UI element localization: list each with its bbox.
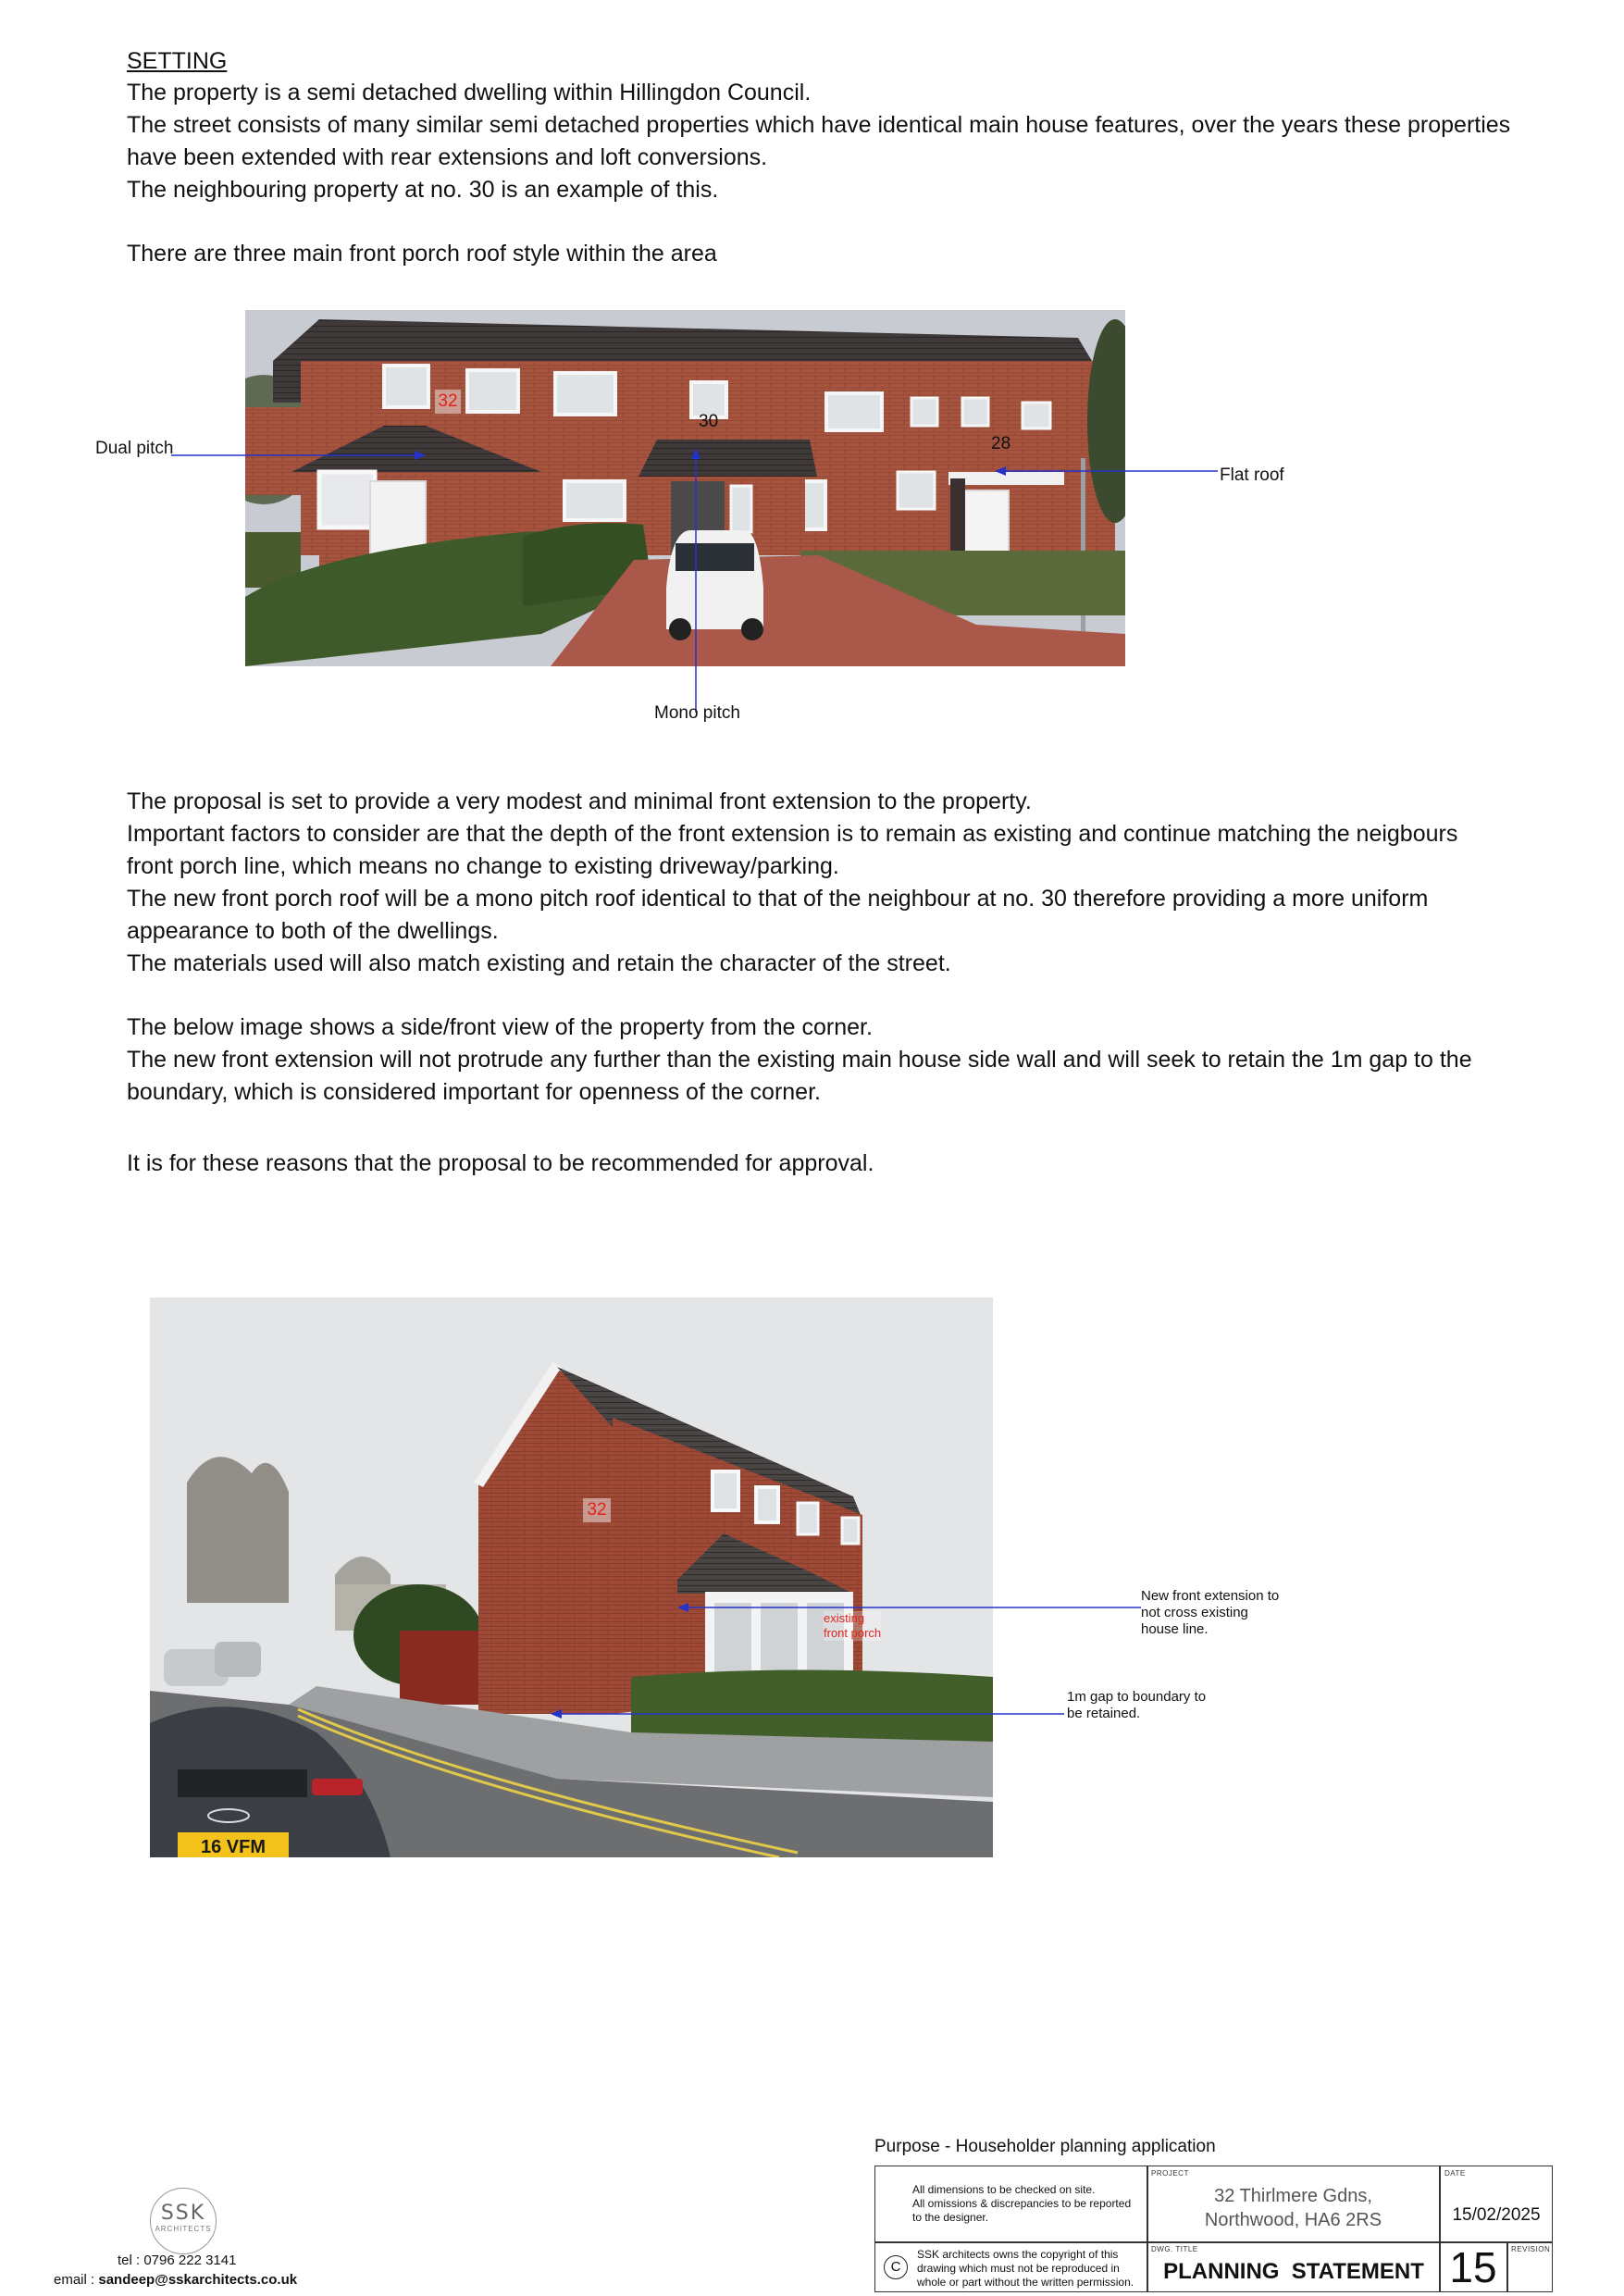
logo-text: SSK (160, 2202, 206, 2225)
proposal-line: The materials used will also match existing and retain the character of the street. (127, 950, 951, 976)
proposal-line: Important factors to consider are that the depth of the front extension is to remain as existing and continue matching the neigbours (127, 821, 1458, 847)
revision-label: REVISION (1511, 2245, 1551, 2253)
annotation-line: be retained. (1067, 1706, 1141, 1721)
setting-line: The street consists of many similar semi detached properties which have identical main house features, over the years these properties (127, 112, 1511, 138)
project-address-line: 32 Thirlmere Gdns, (1214, 2186, 1372, 2206)
divider (1147, 2166, 1148, 2292)
proposal-line: front porch line, which means no change to existing driveway/parking. (127, 853, 839, 879)
ssk-logo (150, 2188, 217, 2254)
note-line: to the designer. (912, 2211, 989, 2224)
copyright-icon: C (884, 2255, 908, 2279)
label-flat-roof: Flat roof (1220, 465, 1284, 485)
corner-line: The new front extension will not protrude any further than the existing main house side wall and will seek to retain the 1m gap to the (127, 1047, 1472, 1073)
house-number-32: 32 (583, 1498, 611, 1522)
house-number-30: 30 (699, 412, 719, 431)
existing-porch-label-line: existing (824, 1611, 865, 1625)
existing-porch-label-line: front porch (824, 1626, 882, 1640)
photo2-annotation-arrows (0, 1481, 1624, 1758)
porch-intro: There are three main front porch roof style within the area (127, 241, 717, 267)
note-line: All omissions & discrepancies to be reported (912, 2197, 1132, 2210)
proposal-line: The new front porch roof will be a mono pitch roof identical to that of the neighbour at no. 30 therefore providing a more uniform (127, 886, 1429, 912)
corner-line: boundary, which is considered important for openness of the corner. (127, 1079, 821, 1105)
drawing-title: PLANNING STATEMENT (1163, 2259, 1424, 2284)
setting-line: have been extended with rear extensions and loft conversions. (127, 144, 768, 170)
copyright-notice (917, 2248, 1134, 2290)
proposal-line: The proposal is set to provide a very modest and minimal front extension to the property. (127, 788, 1032, 814)
project-address (1152, 2184, 1434, 2232)
car-plate: 16 VFM (200, 1837, 267, 1857)
house-number-32: 32 (435, 390, 461, 414)
setting-line: The property is a semi detached dwelling within Hillingdon Council. (127, 80, 812, 105)
email-link[interactable]: sandeep@sskarchitects.co.uk (98, 2272, 298, 2288)
copyright-line: drawing which must not be reproduced in (917, 2262, 1120, 2275)
divider (1506, 2241, 1508, 2292)
project-address-line: Northwood, HA6 2RS (1204, 2210, 1382, 2230)
copyright-line: whole or part without the written permission. (917, 2276, 1134, 2289)
conclusion: It is for these reasons that the proposal to be recommended for approval. (127, 1150, 874, 1176)
purpose: Purpose - Householder planning application (874, 2137, 1216, 2156)
copyright-line: SSK architects owns the copyright of this (917, 2248, 1119, 2261)
date-value: 15/02/2025 (1452, 2205, 1541, 2225)
note-line: All dimensions to be checked on site. (912, 2183, 1096, 2196)
annotation-line: New front extension to (1141, 1588, 1280, 1604)
proposal-line: appearance to both of the dwellings. (127, 918, 499, 944)
footer-tel: tel : 0796 222 3141 (118, 2253, 237, 2268)
date-label: DATE (1444, 2169, 1466, 2178)
site-notes (912, 2183, 1131, 2225)
house-number-28: 28 (991, 434, 1011, 453)
section-heading: SETTING (127, 48, 228, 74)
logo-subtext: ARCHITECTS (155, 2225, 212, 2233)
annotation-line: 1m gap to boundary to (1067, 1689, 1207, 1705)
email-label: email : (54, 2272, 99, 2288)
label-mono-pitch: Mono pitch (654, 703, 740, 723)
photo1-annotation-arrows (0, 0, 1624, 833)
footer-email (54, 2272, 297, 2289)
drawing-number: 15 (1449, 2243, 1497, 2291)
corner-line: The below image shows a side/front view of the property from the corner. (127, 1014, 873, 1040)
label-dual-pitch: Dual pitch (95, 439, 174, 458)
annotation-line: house line. (1141, 1621, 1209, 1637)
dwg-title-label: DWG. TITLE (1151, 2245, 1198, 2253)
annotation-gap (1067, 1689, 1206, 1722)
project-label: PROJECT (1151, 2169, 1189, 2178)
annotation-line: not cross existing (1141, 1605, 1248, 1620)
setting-line: The neighbouring property at no. 30 is an example of this. (127, 177, 719, 203)
annotation-new-extension (1141, 1588, 1279, 1638)
